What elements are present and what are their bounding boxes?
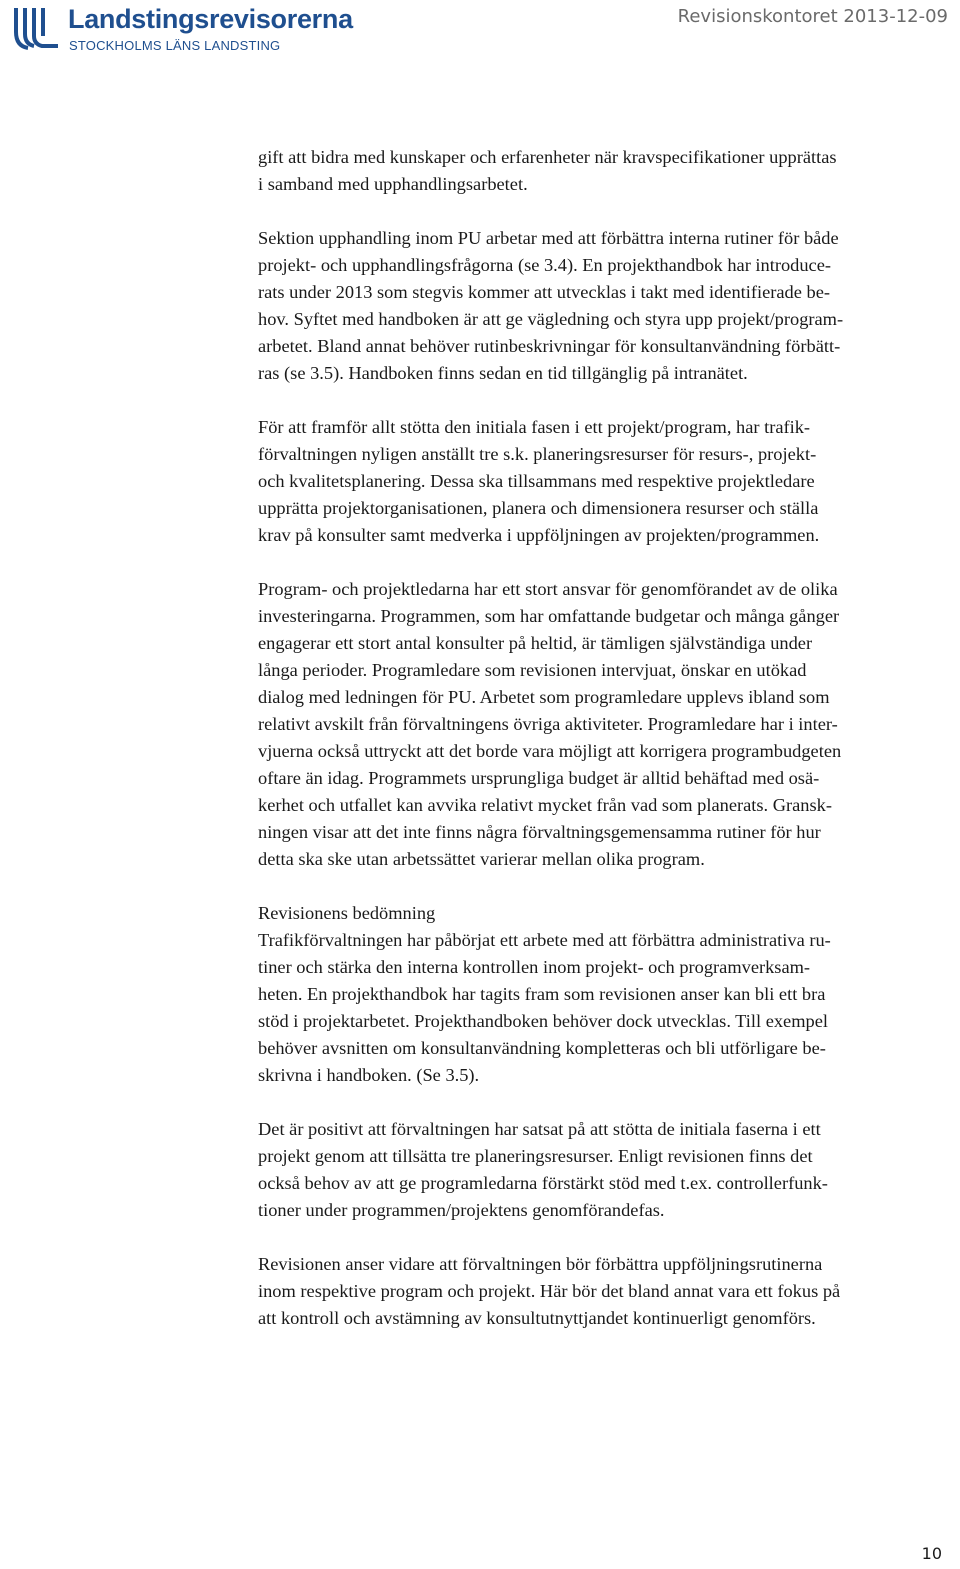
text-line: och kvalitetsplanering. Dessa ska tillsammans med respektive projektledare <box>258 471 815 491</box>
paragraph <box>258 414 938 549</box>
text-line: projekt genom att tillsätta tre planeringsresurser. Enligt revisionen finns det <box>258 1146 813 1166</box>
text-line: behöver avsnitten om konsultanvändning kompletteras och bli utförligare be- <box>258 1038 826 1058</box>
text-line: ningen visar att det inte finns några förvaltningsgemensamma rutiner för hur <box>258 822 821 842</box>
paragraph <box>258 144 938 198</box>
text-line: dialog med ledningen för PU. Arbetet som programledare upplevs ibland som <box>258 687 830 707</box>
text-line: Trafikförvaltningen har påbörjat ett arbete med att förbättra administrativa ru- <box>258 930 831 950</box>
text-line: heten. En projekthandbok har tagits fram som revisionen anser kan bli ett bra <box>258 984 826 1004</box>
paragraph <box>258 1251 938 1332</box>
logo-subtitle: STOCKHOLMS LÄNS LANDSTING <box>69 38 281 53</box>
text-line: investeringarna. Programmen, som har omfattande budgetar och många gånger <box>258 606 840 626</box>
text-line: i samband med upphandlingsarbetet. <box>258 174 528 194</box>
text-line: långa perioder. Programledare som revisionen intervjuat, önskar en utökad <box>258 660 807 680</box>
page-header <box>0 0 960 60</box>
text-line: att kontroll och avstämning av konsultutnyttjandet kontinuerligt genomförs. <box>258 1308 816 1328</box>
text-line: Program- och projektledarna har ett stort ansvar för genomförandet av de olika <box>258 579 838 599</box>
text-line: stöd i projektarbetet. Projekthandboken behöver dock utvecklas. Till exempel <box>258 1011 828 1031</box>
text-line: kerhet och utfallet kan avvika relativt mycket från vad som planerats. Gransk- <box>258 795 832 815</box>
section-heading: Revisionens bedömning <box>258 903 436 923</box>
text-line: relativt avskilt från förvaltningens övriga aktiviteter. Programledare har i inter- <box>258 714 838 734</box>
landstingsrevisorerna-logo-icon <box>6 6 62 52</box>
text-line: Sektion upphandling inom PU arbetar med att förbättra interna rutiner för både <box>258 228 839 248</box>
text-line: gift att bidra med kunskaper och erfarenheter när kravspecifikationer upprättas <box>258 147 837 167</box>
text-line: också behov av att ge programledarna förstärkt stöd med t.ex. controllerfunk- <box>258 1173 828 1193</box>
text-line: detta ska ske utan arbetssättet varierar mellan olika program. <box>258 849 705 869</box>
paragraph <box>258 225 938 387</box>
text-line: förvaltningen nyligen anställt tre s.k. planeringsresurser för resurs-, projekt- <box>258 444 817 464</box>
text-line: tioner under programmen/projektens genomförandefas. <box>258 1200 665 1220</box>
paragraph <box>258 900 938 1089</box>
text-line: Det är positivt att förvaltningen har satsat på att stötta de initiala faserna i ett <box>258 1119 821 1139</box>
text-line: vjuerna också uttryckt att det borde vara möjligt att korrigera programbudgeten <box>258 741 842 761</box>
office-date: Revisionskontoret 2013-12-09 <box>677 6 948 27</box>
page-number: 10 <box>921 1544 942 1563</box>
logo-title: Landstingsrevisorerna <box>68 4 353 34</box>
text-line: inom respektive program och projekt. Här bör det bland annat vara ett fokus på <box>258 1281 841 1301</box>
text-line: rats under 2013 som stegvis kommer att utvecklas i takt med identifierade be- <box>258 282 830 302</box>
paragraph <box>258 1116 938 1224</box>
text-line: upprätta projektorganisationen, planera och dimensionera resurser och ställa <box>258 498 819 518</box>
text-line: hov. Syftet med handboken är att ge vägledning och styra upp projekt/program- <box>258 309 844 329</box>
text-line: ras (se 3.5). Handboken finns sedan en tid tillgänglig på intranätet. <box>258 363 748 383</box>
text-line: krav på konsulter samt medverka i uppföljningen av projekten/programmen. <box>258 525 820 545</box>
text-line: För att framför allt stötta den initiala fasen i ett projekt/program, har trafik- <box>258 417 811 437</box>
document-body <box>258 144 938 1359</box>
paragraph <box>258 576 938 873</box>
text-line: Revisionen anser vidare att förvaltningen bör förbättra uppföljningsrutinerna <box>258 1254 823 1274</box>
text-line: engagerar ett stort antal konsulter på heltid, är tämligen självständiga under <box>258 633 813 653</box>
text-line: tiner och stärka den interna kontrollen inom projekt- och programverksam- <box>258 957 811 977</box>
text-line: skrivna i handboken. (Se 3.5). <box>258 1065 480 1085</box>
text-line: arbetet. Bland annat behöver rutinbeskrivningar för konsultanvändning förbätt- <box>258 336 841 356</box>
text-line: projekt- och upphandlingsfrågorna (se 3.4). En projekthandbok har introduce- <box>258 255 832 275</box>
text-line: oftare än idag. Programmets ursprungliga budget är alltid behäftad med osä- <box>258 768 820 788</box>
